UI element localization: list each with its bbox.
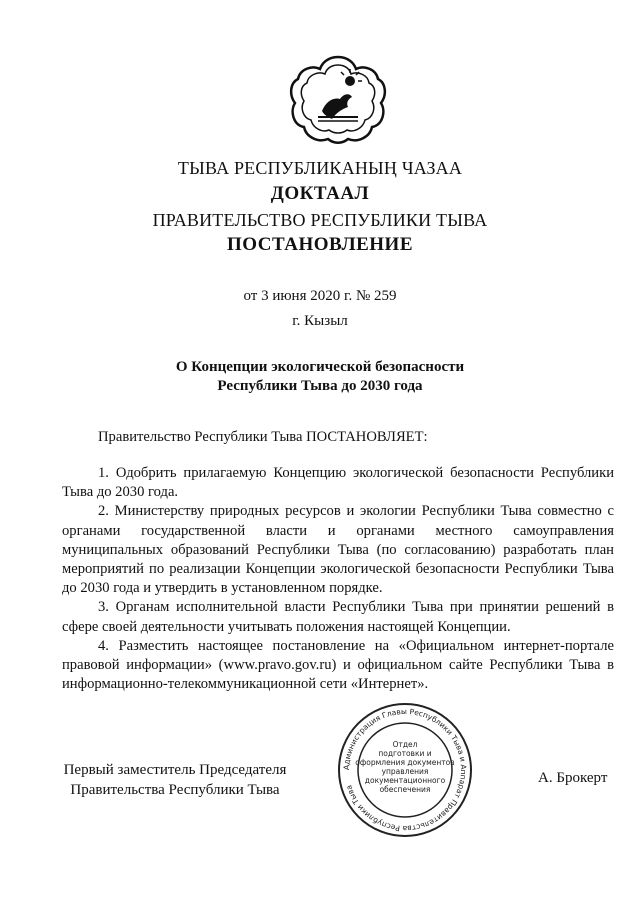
signatory-position	[62, 760, 288, 800]
position-line-1: Первый заместитель Председателя	[63, 762, 287, 778]
header-postanovlenie: ПОСТАНОВЛЕНИЕ	[226, 234, 414, 255]
seal-inner-line-4: управления	[381, 767, 429, 776]
title-line-1: О Концепции экологической безопасности	[175, 359, 465, 375]
seal-inner-line-2: подготовки и	[378, 749, 432, 758]
document-city: г. Кызыл	[292, 313, 348, 329]
seal-inner-line-1: Отдел	[392, 740, 418, 749]
paragraph-3: 3. Органам исполнительной власти Республики Тыва при принятии решений в сфере своей деятельности учитывать положения настоящей Концепции.	[62, 599, 614, 635]
seal-inner-line-3: оформления документов	[355, 758, 455, 767]
paragraph-1: 1. Одобрить прилагаемую Концепцию экологической безопасности Республики Тыва до 2030 года.	[62, 465, 614, 501]
position-line-2: Правительства Республики Тыва	[70, 782, 280, 798]
paragraph-4: 4. Разместить настоящее постановление на «Официальном интернет-портале правовой информации» (www.pravo.gov.ru) и официальном сайте Республики Тыва в информационно-телекоммуникационной сети «Интернет».	[62, 637, 614, 693]
header-line-tuvan: ТЫВА РЕСПУБЛИКАНЫҢ ЧАЗАА	[177, 158, 463, 178]
header-government: ПРАВИТЕЛЬСТВО РЕСПУБЛИКИ ТЫВА	[152, 210, 488, 230]
official-seal-stamp	[335, 700, 475, 840]
header-doctaal: ДОКТААЛ	[270, 183, 370, 204]
lead-sentence: Правительство Республики Тыва ПОСТАНОВЛЯЕТ:	[98, 429, 428, 445]
document-date-number: от 3 июня 2020 г. № 259	[243, 288, 397, 304]
seal-inner-line-6: обеспечения	[379, 785, 431, 794]
seal-inner-line-5: документационного	[364, 776, 446, 785]
coat-of-arms-emblem	[288, 53, 388, 145]
seal-outer-text: Администрация Главы Республики Тыва и Аппарат Правительства Республики Тыва	[341, 706, 469, 834]
signatory-name: А. Брокерт	[538, 770, 608, 786]
body-paragraphs	[62, 464, 614, 694]
title-line-2: Республики Тыва до 2030 года	[217, 378, 423, 394]
paragraph-2: 2. Министерству природных ресурсов и экологии Республики Тыва совместно с органами государственной власти и органами местного самоуправления муниципальных образований Республики Тыва (по согласованию) разработать план мероприятий по реализации Концепции экологической безопасности Республики Тыва до 2030 года и утвердить в установленном порядке.	[62, 503, 614, 597]
document-title	[0, 358, 640, 396]
